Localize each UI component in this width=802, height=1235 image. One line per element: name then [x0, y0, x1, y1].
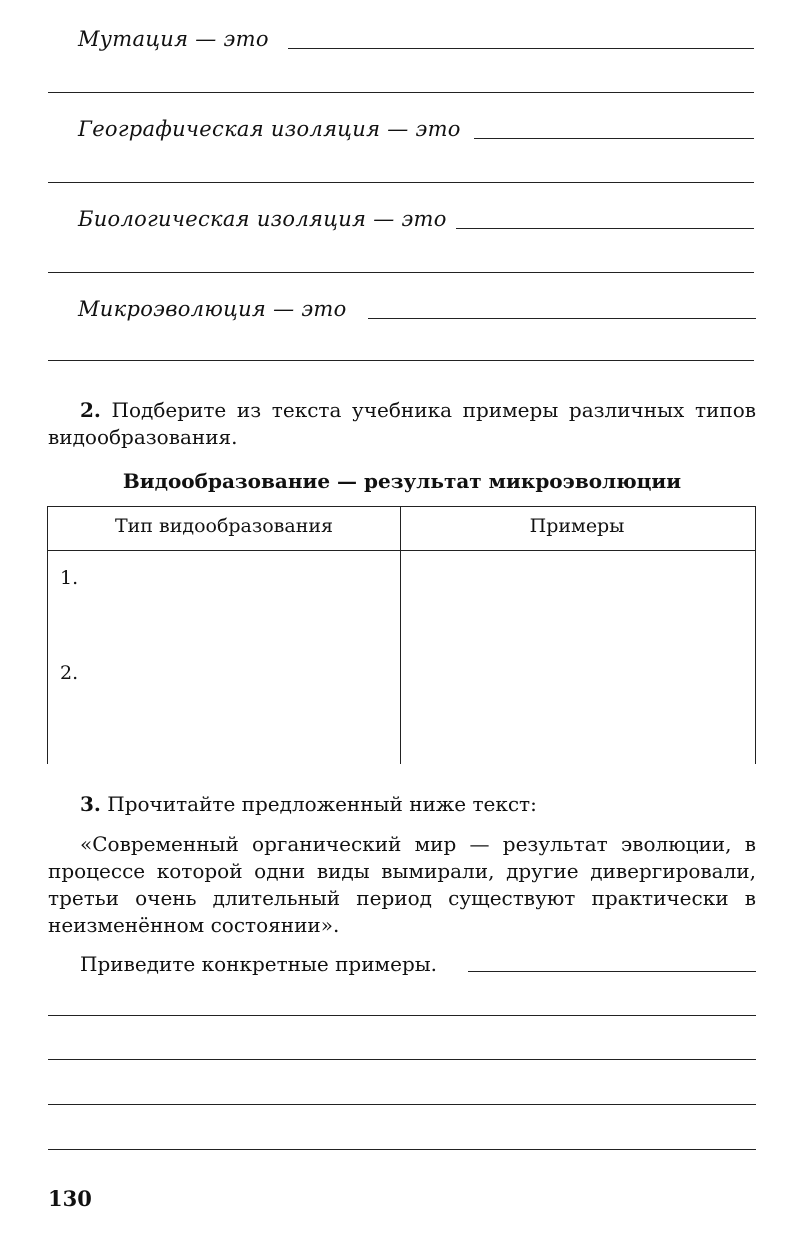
- table-row-number: 2.: [60, 662, 79, 684]
- answer-line[interactable]: [474, 138, 754, 139]
- answer-line[interactable]: [48, 92, 754, 93]
- answer-line[interactable]: [48, 1015, 756, 1016]
- table-header-type: Тип видообразования: [114, 515, 334, 537]
- definition-label: Микроэволюция — это: [78, 297, 347, 321]
- answer-line[interactable]: [48, 272, 754, 273]
- table-header-divider: [48, 550, 755, 551]
- table-column-divider: [400, 507, 401, 764]
- definition-label: Географическая изоляция — это: [78, 117, 461, 141]
- answer-line[interactable]: [368, 318, 756, 319]
- task-number: 3.: [80, 792, 101, 816]
- answer-line[interactable]: [288, 48, 754, 49]
- task-text: Подберите из текста учебника примеры различных типов видообразования.: [48, 398, 756, 449]
- task-text: Прочитайте предложенный ниже текст:: [100, 792, 537, 816]
- task-number: 2.: [80, 398, 101, 422]
- answer-line[interactable]: [456, 228, 754, 229]
- answer-line[interactable]: [48, 1149, 756, 1150]
- task-3-prompt: Приведите конкретные примеры.: [80, 952, 438, 976]
- table-title: Видообразование — результат микроэволюции: [122, 469, 682, 493]
- table-header-examples: Примеры: [529, 515, 625, 537]
- definition-label: Биологическая изоляция — это: [78, 207, 447, 231]
- answer-line[interactable]: [48, 1059, 756, 1060]
- task-2: [48, 397, 756, 451]
- page-number: 130: [48, 1186, 92, 1211]
- table-row-number: 1.: [60, 567, 79, 589]
- answer-line[interactable]: [48, 360, 754, 361]
- task-3: [48, 791, 756, 818]
- answer-line[interactable]: [468, 971, 756, 972]
- task-3-quote: «Современный органический мир — результат эволюции, в процессе которой одни виды вымирали, другие дивергировали, третьи очень длительный период существуют практически в неизменённом состоянии».: [48, 832, 756, 937]
- answer-line[interactable]: [48, 1104, 756, 1105]
- definition-label: Мутация — это: [78, 27, 269, 51]
- speciation-table: [47, 506, 756, 764]
- answer-line[interactable]: [48, 182, 754, 183]
